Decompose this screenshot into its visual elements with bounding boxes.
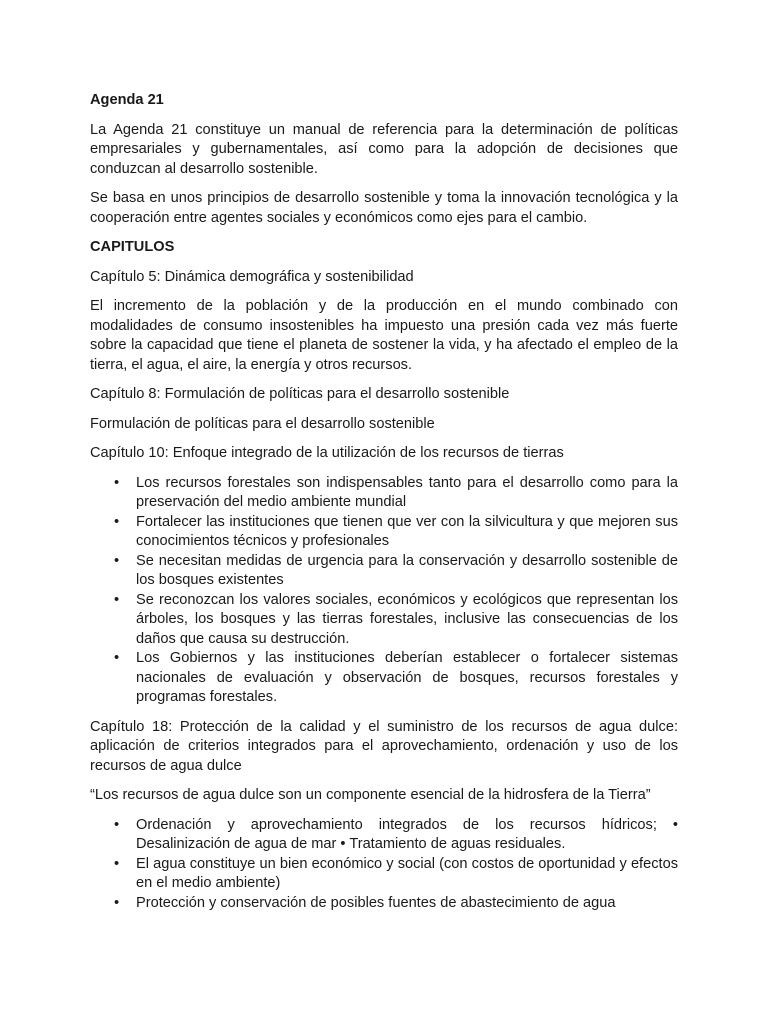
list-item-text: Fortalecer las instituciones que tienen que ver con la silvicultura y que mejoren sus conocimientos técnicos y profesionales xyxy=(136,513,678,549)
list-item xyxy=(90,552,678,591)
chapter-18-quote: “Los recursos de agua dulce son un componente esencial de la hidrosfera de la Tierra” xyxy=(90,787,651,803)
chapter-8-title: Capítulo 8: Formulación de políticas para el desarrollo sostenible xyxy=(90,386,510,402)
chapter-5-body: El incremento de la población y de la producción en el mundo combinado con modalidades de consumo insostenibles ha impuesto una presión cada vez más fuerte sobre la capacidad que tiene el planeta de sostener la vida, y ha afectado el empleo de la tierra, el agua, el aire, la energía y otros recursos. xyxy=(90,298,678,373)
list-item-text: Los Gobiernos y las instituciones deberían establecer o fortalecer sistemas nacionales de evaluación y observación de bosques, recursos forestales y programas forestales. xyxy=(136,650,678,705)
bullet-icon: • xyxy=(114,591,120,608)
list-item xyxy=(90,894,678,914)
bullet-icon: • xyxy=(114,894,120,911)
list-item-text: Se necesitan medidas de urgencia para la conservación y desarrollo sostenible de los bosques existentes xyxy=(136,552,678,588)
chapter-5-title: Capítulo 5: Dinámica demográfica y sostenibilidad xyxy=(90,268,414,285)
list-item-text: Se reconozcan los valores sociales, económicos y ecológicos que representan los árboles, los bosques y las tierras forestales, inclusive las consecuencias de los daños que causa su destrucción. xyxy=(136,591,678,647)
bullet-icon: • xyxy=(114,855,120,872)
list-item xyxy=(90,591,678,650)
list-item xyxy=(90,816,678,855)
list-item xyxy=(90,474,678,513)
list-item-text: Los recursos forestales son indispensables tanto para el desarrollo como para la preservación del medio ambiente mundial xyxy=(136,474,678,510)
list-item-text: El agua constituye un bien económico y social (con costos de oportunidad y efectos en el medio ambiente) xyxy=(136,855,678,891)
chapter-8-body: Formulación de políticas para el desarrollo sostenible xyxy=(90,415,435,432)
list-item xyxy=(90,855,678,894)
chapter-10-title: Capítulo 10: Enfoque integrado de la utilización de los recursos de tierras xyxy=(90,445,564,461)
intro-paragraph-1: La Agenda 21 constituye un manual de referencia para la determinación de políticas empresariales y gubernamentales, así como para la adopción de decisiones que conduzcan al desarrollo sostenible. xyxy=(90,121,678,177)
list-item xyxy=(90,513,678,552)
list-item-text: Ordenación y aprovechamiento integrados de los recursos hídricos; • Desalinización de agua de mar • Tratamiento de aguas residuales. xyxy=(136,816,678,852)
chapter-18-bullet-list xyxy=(90,816,678,914)
chapters-heading: CAPITULOS xyxy=(90,239,175,255)
chapter-10-bullet-list xyxy=(90,474,678,708)
bullet-icon: • xyxy=(114,513,120,530)
document-title: Agenda 21 xyxy=(90,92,164,108)
document-page xyxy=(90,91,678,923)
bullet-icon: • xyxy=(114,474,120,491)
bullet-icon: • xyxy=(114,552,120,569)
bullet-icon: • xyxy=(114,816,120,833)
list-item-text: Protección y conservación de posibles fuentes de abastecimiento de agua xyxy=(136,894,616,911)
bullet-icon: • xyxy=(114,650,120,666)
intro-paragraph-2: Se basa en unos principios de desarrollo sostenible y toma la innovación tecnológica y la cooperación entre agentes sociales y económicos como ejes para el cambio. xyxy=(90,190,678,226)
list-item xyxy=(90,649,678,708)
chapter-18-title: Capítulo 18: Protección de la calidad y el suministro de los recursos de agua dulce: aplicación de criterios integrados para el aprovechamiento, ordenación y uso de los recursos de agua dulce xyxy=(90,718,678,774)
